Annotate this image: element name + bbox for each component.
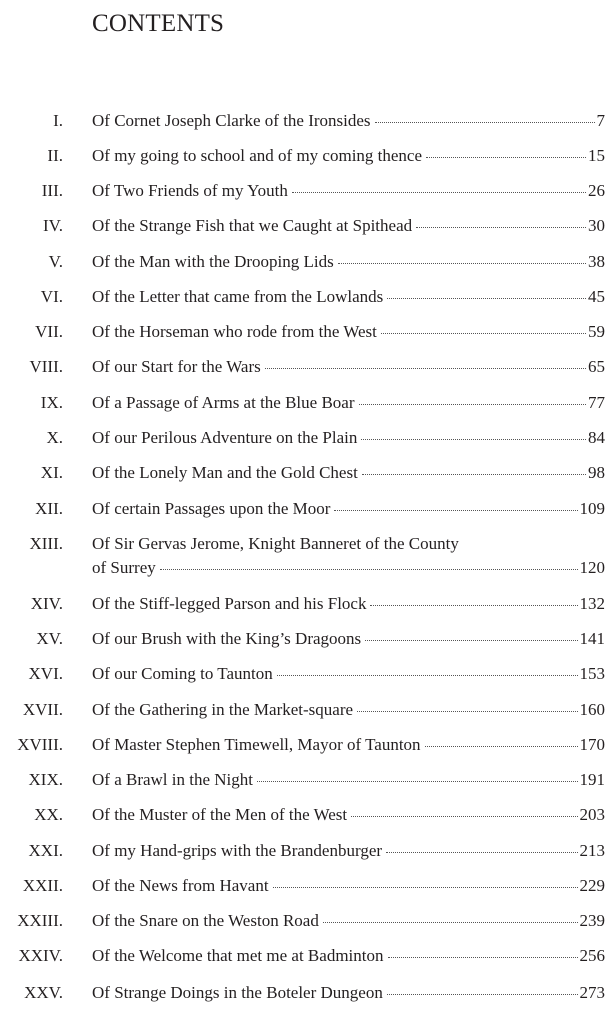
dot-leader (388, 956, 578, 958)
chapter-title-line-1: Of Sir Gervas Jerome, Knight Banneret of the County (92, 534, 459, 553)
dot-leader (426, 156, 586, 158)
dot-leader (359, 403, 587, 405)
page-number: 132 (579, 594, 605, 613)
chapter-title: of Surrey (92, 558, 156, 577)
dot-leader (160, 568, 578, 570)
dot-leader (338, 262, 586, 264)
chapter-title: Of a Brawl in the Night (92, 770, 253, 789)
chapter-numeral: IV. (43, 216, 63, 235)
page-number: 239 (579, 911, 605, 930)
page-number: 273 (579, 983, 605, 1002)
page-number: 77 (588, 393, 605, 412)
dot-leader (425, 745, 578, 747)
page-number: 153 (579, 664, 605, 683)
page-number: 170 (579, 735, 605, 754)
page-number: 191 (579, 770, 605, 789)
chapter-title: Of the Horseman who rode from the West (92, 322, 377, 341)
page-number: 30 (588, 216, 605, 235)
chapter-numeral: XIX. (28, 770, 63, 789)
dot-leader (257, 780, 578, 782)
chapter-numeral: XXI. (28, 841, 63, 860)
page-number: 15 (588, 146, 605, 165)
chapter-title: Of Master Stephen Timewell, Mayor of Taunton (92, 735, 421, 754)
chapter-numeral: XIV. (30, 594, 63, 613)
chapter-numeral: XXIII. (17, 911, 63, 930)
chapter-title: Of the Lonely Man and the Gold Chest (92, 463, 358, 482)
chapter-numeral: III. (41, 181, 63, 200)
dot-leader (386, 851, 577, 853)
dot-leader (416, 226, 586, 228)
page-number: 160 (579, 700, 605, 719)
page-number: 203 (579, 805, 605, 824)
chapter-title: Of the Snare on the Weston Road (92, 911, 319, 930)
chapter-title: Of the Gathering in the Market-square (92, 700, 354, 719)
dot-leader (375, 121, 595, 123)
dot-leader (292, 191, 586, 193)
chapter-title: Of our Coming to Taunton (92, 664, 273, 683)
chapter-numeral: VIII. (29, 357, 63, 376)
dot-leader (265, 367, 586, 369)
chapter-numeral: XV. (36, 629, 63, 648)
page-number: 65 (588, 357, 605, 376)
chapter-numeral: XXV. (24, 983, 63, 1002)
chapter-numeral: XVI. (28, 664, 63, 683)
dot-leader (387, 297, 586, 299)
chapter-title: Of the Strange Fish that we Caught at Spithead (92, 216, 413, 235)
chapter-title: Of my going to school and of my coming thence (92, 146, 423, 165)
chapter-title: Of our Brush with the King’s Dragoons (92, 629, 362, 648)
chapter-numeral: IX. (40, 393, 63, 412)
chapter-title: Of the Welcome that met me at Badminton (92, 946, 384, 965)
chapter-title: Of my Hand-grips with the Brandenburger (92, 841, 383, 860)
page-title: CONTENTS (92, 10, 225, 37)
chapter-title: Of a Passage of Arms at the Blue Boar (92, 393, 355, 412)
page-number: 141 (579, 629, 605, 648)
dot-leader (362, 473, 586, 475)
page-number: 59 (588, 322, 605, 341)
chapter-numeral: XX. (34, 805, 63, 824)
page-number: 120 (579, 558, 605, 577)
page-number: 7 (596, 111, 605, 130)
page-number: 38 (588, 252, 605, 271)
page-number: 229 (579, 876, 605, 895)
dot-leader (365, 639, 577, 641)
dot-leader (361, 438, 586, 440)
chapter-title: Of Strange Doings in the Boteler Dungeon (92, 983, 383, 1002)
chapter-title: Of the Letter that came from the Lowlands (92, 287, 384, 306)
chapter-numeral: XVII. (22, 700, 63, 719)
chapter-numeral: XXIV. (18, 946, 63, 965)
page-number: 98 (588, 463, 605, 482)
chapter-numeral: XII. (35, 499, 63, 518)
chapter-numeral: VII. (35, 322, 63, 341)
page-number: 26 (588, 181, 605, 200)
page-number: 213 (579, 841, 605, 860)
chapter-title: Of certain Passages upon the Moor (92, 499, 331, 518)
dot-leader (370, 604, 577, 606)
dot-leader (277, 674, 578, 676)
chapter-title: Of our Start for the Wars (92, 357, 261, 376)
chapter-title: Of the News from Havant (92, 876, 269, 895)
chapter-title: Of Two Friends of my Youth (92, 181, 288, 200)
chapter-numeral: II. (47, 146, 63, 165)
chapter-numeral: XI. (40, 463, 63, 482)
page-number: 256 (579, 946, 605, 965)
chapter-numeral: XXII. (22, 876, 63, 895)
chapter-title: Of the Stiff-legged Parson and his Flock (92, 594, 367, 613)
chapter-title: Of Cornet Joseph Clarke of the Ironsides (92, 111, 371, 130)
chapter-title: Of the Man with the Drooping Lids (92, 252, 334, 271)
chapter-numeral: I. (53, 111, 63, 130)
chapter-numeral: X. (46, 428, 63, 447)
dot-leader (387, 993, 578, 995)
chapter-title: Of our Perilous Adventure on the Plain (92, 428, 358, 447)
dot-leader (273, 886, 578, 888)
dot-leader (351, 815, 577, 817)
chapter-title: Of the Muster of the Men of the West (92, 805, 348, 824)
page-number: 109 (579, 499, 605, 518)
chapter-numeral: XIII. (29, 534, 63, 553)
dot-leader (357, 710, 577, 712)
chapter-numeral: VI. (40, 287, 63, 306)
page-number: 45 (588, 287, 605, 306)
dot-leader (381, 332, 586, 334)
dot-leader (334, 509, 577, 511)
chapter-numeral: V. (48, 252, 63, 271)
chapter-numeral: XVIII. (17, 735, 63, 754)
dot-leader (323, 921, 578, 923)
page-number: 84 (588, 428, 605, 447)
